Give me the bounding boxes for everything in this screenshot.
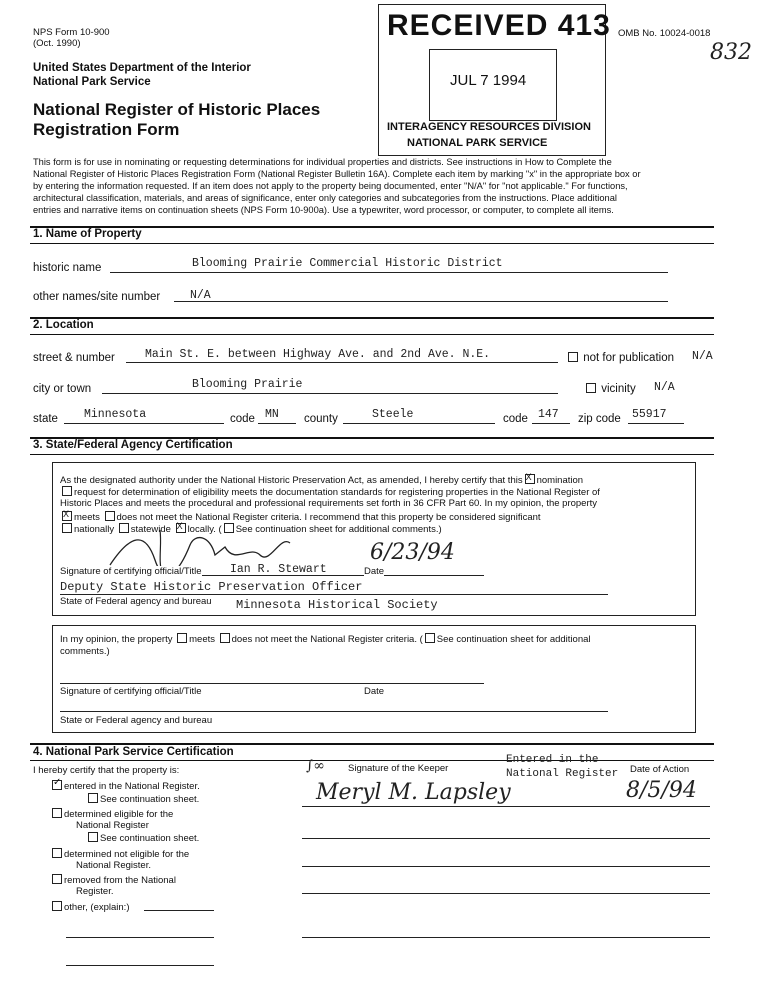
keeper-line	[302, 806, 710, 807]
nationally-checkbox[interactable]	[62, 523, 72, 533]
form-date: (Oct. 1990)	[33, 38, 81, 49]
date-label: Date	[364, 566, 385, 577]
signature2-label: Signature of certifying official/Title	[60, 686, 202, 697]
instructions-line: architectural classification, materials, and areas of significance, enter only categories and subcategories from the instructions. Place additional	[33, 193, 617, 203]
stamp-service: NATIONAL PARK SERVICE	[407, 137, 548, 149]
street-field[interactable]: Main St. E. between Highway Ave. and 2nd Ave. N.E.	[145, 348, 491, 361]
certifying-official-name: Ian R. Stewart	[230, 563, 327, 576]
keeper-line	[302, 937, 710, 938]
other-line	[144, 910, 214, 911]
code-line	[258, 423, 296, 424]
not-eligible-option[interactable]: determined not eligible for the	[50, 848, 189, 860]
section4-heading: 4. National Park Service Certification	[33, 746, 234, 758]
opinion-line: In my opinion, the property meets does not meet the National Register criteria. ( See continuation sheet for additional	[60, 634, 591, 645]
keeper-signature: Meryl M. Lapsley	[316, 780, 511, 805]
state-field[interactable]: Minnesota	[84, 408, 147, 421]
stamp-received: RECEIVED 413	[387, 9, 611, 42]
state-line	[64, 423, 224, 424]
form-title-line1: National Register of Historic Places	[33, 100, 321, 119]
agency2-line	[60, 711, 608, 712]
not-for-publication-label: not for publication	[583, 352, 674, 364]
section1-heading: 1. Name of Property	[33, 228, 142, 240]
opinion-meets-checkbox[interactable]	[177, 633, 187, 643]
instructions-line: National Register of Historic Places Registration Form (National Register Bulletin 16A). Complete each item by marking "x" in the appropriate box or	[33, 169, 641, 179]
section-rule	[30, 334, 714, 335]
keeper-line	[302, 838, 710, 839]
zip-line	[628, 423, 684, 424]
entered-option[interactable]: ✓ entered in the National Register.	[53, 777, 200, 792]
not-eligible-checkbox[interactable]	[52, 848, 62, 858]
meets-checkbox[interactable]: X	[62, 511, 72, 521]
historic-name-line	[110, 272, 668, 273]
zip-field[interactable]: 55917	[632, 408, 667, 421]
section-rule	[30, 454, 714, 455]
signature-label: Signature of certifying official/Title	[60, 566, 202, 577]
date2-label: Date	[364, 686, 385, 697]
omb-number: OMB No. 10024-0018	[618, 28, 711, 39]
county-code-line	[532, 423, 570, 424]
county-label: county	[304, 413, 338, 425]
other-line	[66, 937, 214, 938]
section-rule	[30, 317, 714, 319]
other-line	[66, 965, 214, 966]
nps-intro: I hereby certify that the property is:	[33, 765, 180, 776]
nomination-checkbox[interactable]: X	[525, 474, 535, 484]
vicinity-checkbox[interactable]	[586, 383, 596, 393]
action-date: 8/5/94	[626, 778, 697, 803]
instructions-line: entries and narrative items on continuation sheets (NPS Form 10-900a). Use a typewriter, word processor, or computer, to complete all items.	[33, 205, 614, 215]
entered-checkbox[interactable]: ✓	[53, 777, 62, 788]
agency-field: Minnesota Historical Society	[236, 598, 438, 612]
certification-date: 6/23/94	[370, 540, 455, 565]
county-code-field[interactable]: 147	[538, 408, 559, 421]
removed-option[interactable]: removed from the National	[50, 874, 176, 886]
instructions-line: by entering the information requested. If an item does not apply to the property being documented, enter "N/A" for "not applicable." For functions,	[33, 181, 628, 191]
other-names-line	[174, 301, 668, 302]
instructions-line: This form is for use in nominating or requesting determinations for individual properties and districts. See instructions in How to Complete the	[33, 157, 612, 167]
historic-name-field[interactable]: Blooming Prairie Commercial Historic District	[192, 257, 503, 270]
not-eligible-option-line2: National Register.	[76, 860, 151, 871]
title-line	[60, 594, 608, 595]
handwritten-number: 832	[710, 40, 752, 65]
eligible-option-line2: National Register	[76, 820, 149, 831]
keeper-label: Signature of the Keeper	[348, 763, 449, 774]
historic-name-label: historic name	[33, 262, 102, 274]
code-field[interactable]: MN	[265, 408, 279, 421]
removed-checkbox[interactable]	[52, 874, 62, 884]
eligible-continuation[interactable]: See continuation sheet.	[86, 832, 199, 844]
eligible-option[interactable]: determined eligible for the	[50, 808, 173, 820]
stamp-date-box	[429, 49, 557, 121]
keeper-initials: ∫∞	[306, 758, 325, 774]
stamp-division: INTERAGENCY RESOURCES DIVISION	[387, 121, 591, 133]
city-field[interactable]: Blooming Prairie	[192, 378, 303, 391]
county-code-label: code	[503, 413, 528, 425]
section3-heading: 3. State/Federal Agency Certification	[33, 439, 233, 451]
cert-line: X meets does not meet the National Register criteria. I recommend that this property be considered significant	[63, 509, 541, 523]
entered-continuation[interactable]: See continuation sheet.	[86, 793, 199, 805]
signature2-line	[60, 683, 484, 684]
opinion-not-meet-checkbox[interactable]	[220, 633, 230, 643]
locally-checkbox[interactable]: X	[176, 523, 186, 533]
form-title-line2: Registration Form	[33, 120, 180, 139]
not-for-publication-checkbox[interactable]	[568, 352, 578, 362]
vicinity-value: N/A	[654, 381, 675, 394]
request-checkbox[interactable]	[62, 486, 72, 496]
entered-continuation-checkbox[interactable]	[88, 793, 98, 803]
received-stamp	[378, 4, 611, 156]
official-title: Deputy State Historic Preservation Officer	[60, 580, 363, 594]
keeper-line	[302, 866, 710, 867]
opinion-comments: comments.)	[60, 646, 110, 657]
cert-line: Historic Places and meets the procedural and professional requirements set forth in 36 CFR Part 60. In my opinion, the property	[60, 498, 598, 509]
state-label: state	[33, 413, 58, 425]
county-line	[343, 423, 495, 424]
agency-label: State of Federal agency and bureau	[60, 596, 212, 607]
cert-line: nationally statewide X locally. ( See continuation sheet for additional comments.)	[60, 523, 442, 535]
section-rule	[30, 743, 714, 745]
section2-heading: 2. Location	[33, 319, 94, 331]
date-of-action-label: Date of Action	[630, 764, 690, 775]
street-label: street & number	[33, 352, 115, 364]
removed-option-line2: Register.	[76, 886, 114, 897]
eligible-continuation-checkbox[interactable]	[88, 832, 98, 842]
cert-line: request for determination of eligibility meets the documentation standards for registering properties in the National Register of	[60, 486, 600, 498]
opinion-see-continuation-checkbox[interactable]	[425, 633, 435, 643]
agency2-label: State or Federal agency and bureau	[60, 715, 213, 726]
form-number: NPS Form 10-900	[33, 27, 110, 38]
cert-line: As the designated authority under the National Historic Preservation Act, as amended, I hereby certify that this X nomination	[60, 472, 584, 486]
other-checkbox[interactable]	[52, 901, 62, 911]
city-line	[102, 393, 558, 394]
not-for-publication-value: N/A	[692, 350, 713, 363]
other-option[interactable]: other, (explain:)	[50, 901, 129, 913]
stamp-date: JUL 7 1994	[450, 72, 527, 89]
keeper-line	[302, 893, 710, 894]
county-field[interactable]: Steele	[372, 408, 414, 421]
street-line	[126, 362, 558, 363]
zip-label: zip code	[578, 413, 621, 425]
city-label: city or town	[33, 383, 92, 395]
other-names-label: other names/site number	[33, 291, 161, 303]
eligible-checkbox[interactable]	[52, 808, 62, 818]
vicinity-label: vicinity	[601, 383, 636, 395]
section-rule	[30, 760, 714, 761]
vicinity[interactable]	[584, 383, 636, 395]
code-label: code	[230, 413, 255, 425]
department-name: United States Department of the Interior	[33, 62, 251, 74]
entered-note-line1: Entered in the	[506, 754, 599, 766]
not-for-publication[interactable]	[566, 352, 674, 364]
does-not-meet-checkbox[interactable]	[105, 511, 115, 521]
other-names-field[interactable]: N/A	[190, 289, 211, 302]
service-name: National Park Service	[33, 76, 151, 88]
section-rule	[30, 243, 714, 244]
entered-note-line2: National Register	[506, 768, 619, 780]
